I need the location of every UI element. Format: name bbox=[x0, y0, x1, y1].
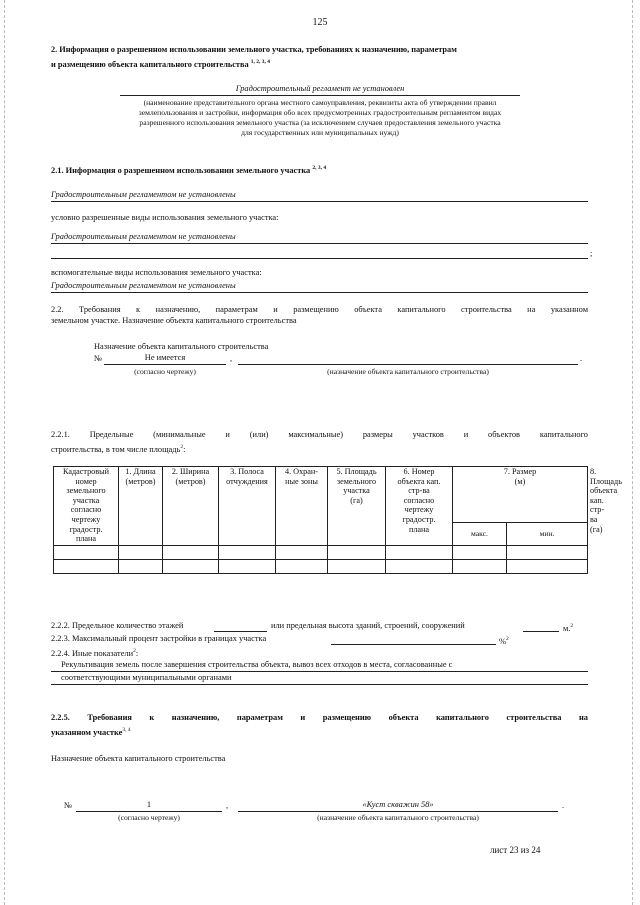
section225-purpose-label: Назначение объекта капитального строительства bbox=[51, 754, 226, 763]
auxiliary-use-label: вспомогательные виды использования земельного участка: bbox=[51, 268, 262, 277]
section225-name-caption: (назначение объекта капитального строительства) bbox=[317, 813, 479, 822]
conditional-use-label: условно разрешенные виды использования земельного участка: bbox=[51, 213, 279, 222]
section222-unit-text: м. bbox=[563, 623, 571, 633]
table-header-plot-area: 5. Площадь земельного участка (га) bbox=[328, 467, 386, 546]
regulation-caption-1: (наименование представительного органа местного самоуправления, реквизиты акта об утверждении правил bbox=[143, 98, 497, 107]
section2-heading-line2 bbox=[51, 57, 270, 70]
section225-no-label: № bbox=[64, 801, 72, 810]
main-use-underline bbox=[51, 201, 588, 202]
section223-unit bbox=[499, 634, 509, 647]
table-header-protected-zones: 4. Охран- ные зоны bbox=[276, 467, 328, 546]
section224-label-text: 2.2.4. Иные показатели bbox=[51, 648, 134, 658]
auxiliary-use-underline bbox=[51, 292, 588, 293]
section225-line1: 2.2.5. Требования к назначению, параметрам и размещению объекта капитального строительства на bbox=[51, 713, 588, 722]
scan-edge-right bbox=[632, 0, 633, 905]
table-subheader-max: макс. bbox=[453, 523, 507, 546]
section225-name-value: «Куст скважин 58» bbox=[362, 800, 434, 809]
section221-line2-colon: : bbox=[183, 444, 186, 454]
section224-underline-2 bbox=[51, 684, 588, 685]
section21-heading-text: 2.1. Информация о разрешенном использовании земельного участка bbox=[51, 165, 311, 175]
section22-purpose-label: Назначение объекта капитального строительства bbox=[94, 342, 269, 351]
regulation-caption-2: землепользования и застройки, информация обо всех предусмотренных градостроительным регламентом видах bbox=[138, 108, 502, 117]
section225-line2-text: указанном участке bbox=[51, 727, 123, 737]
parameters-table: Кадастровый номер земельного участка согласно чертежу градостр. плана 1. Длина (метров) 2. Ширина (метров) 3. Полоса отчуждения 4. Охран- ные зоны 5. Площадь земельного участка (га) 6. Номер объекта кап. стр-ва согласно чертежу градостр. плана 7. Размер (м) 8. Площадь объекта кап. стр-ва (га) макс. мин. bbox=[53, 466, 588, 574]
section222-height-blank bbox=[523, 631, 559, 632]
section21-heading-sup: 2, 3, 4 bbox=[312, 165, 327, 171]
conditional-use-end: ; bbox=[590, 249, 593, 258]
table-header-alienation-strip: 3. Полоса отчуждения bbox=[219, 467, 276, 546]
section221-line2-sup: 2 bbox=[180, 444, 184, 450]
auxiliary-use-value: Градостроительным регламентом не установлены bbox=[51, 281, 236, 290]
section225-line2 bbox=[51, 725, 131, 738]
section221-line2-text: строительства, в том числе площадь bbox=[51, 444, 181, 454]
section22-comma: , bbox=[230, 354, 233, 363]
section225-line2-sup: 3, 4 bbox=[122, 727, 131, 733]
section22-line2: земельном участке. Назначение объекта капитального строительства bbox=[51, 316, 297, 325]
section223-unit-text: % bbox=[499, 636, 506, 646]
section225-comma: , bbox=[226, 801, 229, 810]
section224-underline-1 bbox=[51, 671, 588, 672]
section223-text: 2.2.3. Максимальный процент застройки в границах участка bbox=[51, 634, 267, 643]
section225-no-value: 1 bbox=[146, 800, 152, 809]
table-header-object-number: 6. Номер объекта кап. стр-ва согласно чертежу градостр. плана bbox=[386, 467, 453, 546]
page-number: 125 bbox=[312, 17, 328, 28]
table-header-length: 1. Длина (метров) bbox=[119, 467, 163, 546]
section22-line1: 2.2. Требования к назначению, параметрам и размещению объекта капитального строительства на указанном bbox=[51, 305, 588, 314]
section222-unit bbox=[563, 621, 573, 634]
section22-name-caption: (назначение объекта капитального строительства) bbox=[327, 367, 489, 376]
table-header-width: 2. Ширина (метров) bbox=[163, 467, 219, 546]
section225-name-underline bbox=[238, 811, 558, 812]
section22-end: . bbox=[580, 354, 583, 363]
sheet-counter: лист 23 из 24 bbox=[490, 845, 541, 855]
scan-edge-left bbox=[4, 0, 5, 905]
conditional-use-underline-2 bbox=[51, 258, 588, 259]
section2-heading-line2-text: и размещению объекта капитального строительства bbox=[51, 59, 249, 69]
table-row bbox=[54, 546, 588, 560]
section223-blank bbox=[331, 644, 496, 645]
table-row bbox=[54, 560, 588, 574]
section22-no-value: Не имеется bbox=[144, 353, 186, 362]
section221-line1: 2.2.1. Предельные (минимальные и (или) максимальные) размеры участков и объектов капитального bbox=[51, 430, 588, 439]
section225-no-caption: (согласно чертежу) bbox=[118, 813, 180, 822]
table-header-size: 7. Размер (м) bbox=[453, 467, 588, 523]
section21-heading bbox=[51, 163, 326, 176]
regulation-value: Градостроительный регламент не установлен bbox=[235, 84, 405, 93]
section222-floors-blank bbox=[214, 631, 267, 632]
section22-no-caption: (согласно чертежу) bbox=[134, 367, 196, 376]
section224-label-colon: : bbox=[135, 648, 139, 658]
section222-unit-sup: 2 bbox=[570, 623, 574, 629]
section22-no-underline bbox=[104, 364, 226, 365]
section225-no-underline bbox=[76, 811, 222, 812]
section2-heading-line1: 2. Информация о разрешенном использовании земельного участка, требованиях к назначению, параметрам bbox=[51, 45, 457, 54]
section224-label bbox=[51, 646, 138, 659]
regulation-caption-3: разрешенного использования земельного участка (за исключением случаев предоставления земельного участка bbox=[139, 118, 501, 127]
conditional-use-value: Градостроительным регламентом не установлены bbox=[51, 232, 236, 241]
regulation-underline bbox=[120, 95, 520, 96]
table-subheader-min: мин. bbox=[507, 523, 588, 546]
section224-value-line2: соответствующими муниципальными органами bbox=[61, 673, 232, 682]
main-use-value: Градостроительным регламентом не установлены bbox=[51, 190, 236, 199]
regulation-caption-4: для государственных или муниципальных нужд) bbox=[241, 128, 399, 137]
section22-name-underline bbox=[238, 364, 578, 365]
table-header-cadastral: Кадастровый номер земельного участка согласно чертежу градостр. плана bbox=[54, 467, 119, 546]
section2-heading-sup: 1, 2, 3, 4 bbox=[250, 59, 270, 65]
section22-no-label: № bbox=[94, 354, 102, 363]
section225-end: . bbox=[562, 801, 565, 810]
section222-text-b: или предельная высота зданий, строений, сооружений bbox=[271, 621, 465, 630]
section224-value-line1: Рекультивация земель после завершения строительства объекта, вывоз всех отходов в места, согласованные с bbox=[61, 660, 453, 669]
section222-text-a: 2.2.2. Предельное количество этажей bbox=[51, 621, 184, 630]
section224-label-sup: 2 bbox=[133, 648, 136, 654]
conditional-use-underline bbox=[51, 243, 588, 244]
section223-unit-sup: 2 bbox=[505, 636, 509, 642]
section221-line2 bbox=[51, 442, 185, 455]
